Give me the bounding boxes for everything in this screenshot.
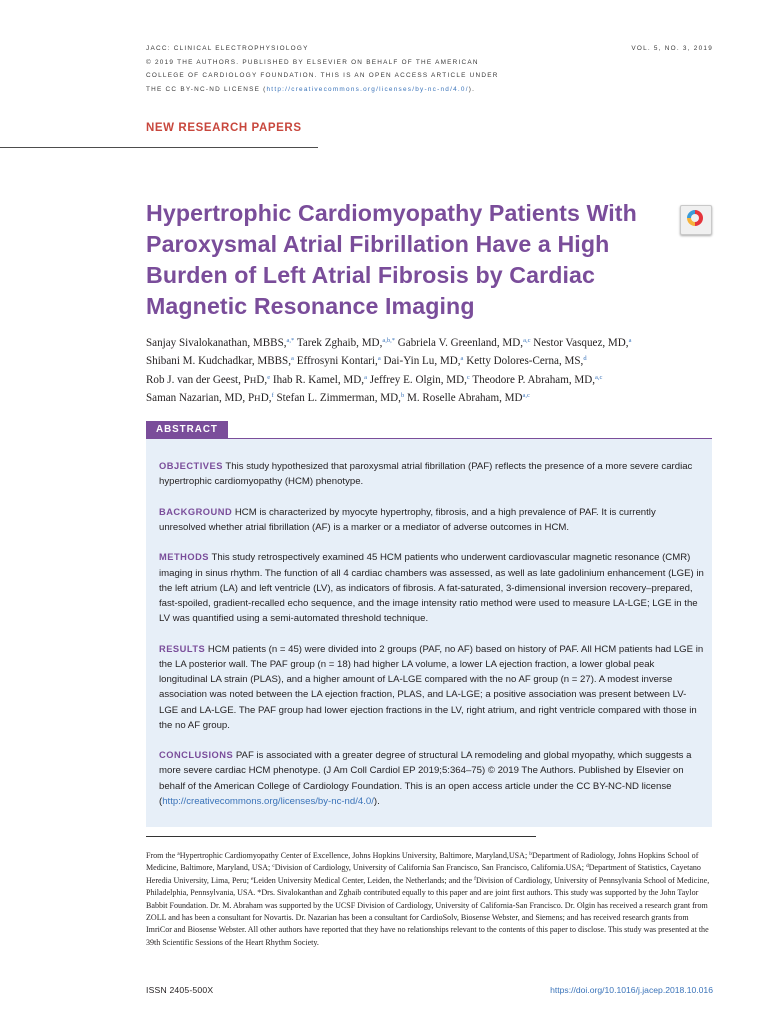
background-label: BACKGROUND <box>159 506 233 517</box>
author[interactable]: Jeffrey E. Olgin, MD,$^c$ <box>369 373 470 386</box>
author[interactable]: Sanjay Sivalokanathan, MBBS,$^{a,*}$ <box>146 337 295 349</box>
background-text: HCM is characterized by myocyte hypertrophy, fibrosis, and a high prevalence of PAF. It is currently unresolved whether atrial fibrillation (AF) is a marker or a mediator of adverse outcomes in HCM. <box>159 506 656 533</box>
footnote-divider <box>146 836 536 837</box>
license-line-1: © 2019 THE AUTHORS. PUBLISHED BY ELSEVIER ON BEHALF OF THE AMERICAN <box>146 58 479 66</box>
author[interactable]: Dai-Yin Lu, MD,$^a$ <box>383 355 464 368</box>
methods-label: METHODS <box>159 552 209 563</box>
license-link[interactable]: http://creativecommons.org/licenses/by-nc-nd/4.0/ <box>266 85 469 93</box>
author[interactable]: M. Roselle Abraham, MD$^{a,c}$ <box>406 391 530 404</box>
methods-text: This study retrospectively examined 45 HCM patients who underwent cardiovascular magnetic resonance (CMR) imaging in sinus rhythm. The function of all 4 cardiac chambers was assessed, as well as late gadolinium enhancement (LGE) in the left atrium (LA) and left ventricle (LV), as indicators of fibrosis. A fat-saturated, 3-dimensional inversion recovery–prepared, fast-spoiled, gradient-recalled echo sequence, and the image intensity ratio method were used to measure LA-LGE; LGE in the LV was quantified using a semi-automated threshold technique. <box>159 552 704 625</box>
article-title: Hypertrophic Cardiomyopathy Patients With Paroxysmal Atrial Fibrillation Have a High Burden of Left Atrial Fibrosis by Cardiac Magnetic Resonance Imaging <box>146 200 637 319</box>
author[interactable]: Stefan L. Zimmerman, MD,$^b$ <box>276 391 405 404</box>
objectives-label: OBJECTIVES <box>159 461 223 471</box>
results-text: HCM patients (n = 45) were divided into 2 groups (PAF, no AF) based on history of PAF. All HCM patients had LGE in the LA posterior wall. The PAF group (n = 18) had higher LA volume, a lower LA ejection fraction, a lower global peak longitudinal LA strain (PLAS), and a higher amount of LA-LGE compared with the no AF group (n = 27). A modest inverse association was noted between the LA ejection fraction, PLAS, and LA-LGE; a positive association was present between LV-LGE and LA-LGE. The PAF group had lower ejection fractions in the LV, right atrium, and right ventricle compared with those in the no AF group. <box>159 643 704 731</box>
volume-info: VOL. 5, NO. 3, 2019 <box>631 45 713 52</box>
author[interactable]: Ihab R. Kamel, MD,$^a$ <box>272 373 367 386</box>
conclusions-label: CONCLUSIONS <box>159 750 234 761</box>
abstract-divider <box>146 438 712 439</box>
affil-d: Department of Statistics, Cayetano Heredia University, Lima, Peru; <box>146 863 701 885</box>
author[interactable]: Tarek Zghaib, MD,$^{a,b,*}$ <box>296 337 395 349</box>
abstract-methods <box>159 550 704 626</box>
abstract-background <box>159 505 704 535</box>
conclusions-text: PAF is associated with a greater degree of structural LA remodeling and global myopathy, which suggests a more severe cardiac HCM phenotype. (J Am Coll Cardiol EP 2019;5:364–75) © 2019 The Authors. Published by Elsevier on behalf of the American College of Cardiology Foundation. This is an open access article under the CC BY-NC-ND license ( <box>159 750 692 807</box>
affil-f: Division of Cardiology, University of Pennsylvania School of Medicine, Philadelphia, Pennsylvania, USA. *Drs. Sivalokanthan and Zghaib contributed equally to this paper and are joint first authors. This study was supported by the John Taylor Babbit Foundation. Dr. M. Abraham was supported by the UCSF Division of Cardiology, University of California-San Francisco. Dr. Olgin has received a research grant from ZOLL and has been a consultant for Novartis. Dr. Nazarian has been a consultant for CardioSolv, Biosense Webster, and Siemens; and has received research grants from ImriCor and Biosense Webster. All other authors have reported that they have no relationships relevant to the contents of this paper to disclose. This study was presented at the 39th Scientific Sessions of the Heart Rhythm Society. <box>146 875 710 947</box>
abstract-conclusions <box>159 748 704 809</box>
doi-link[interactable]: https://doi.org/10.1016/j.jacep.2018.10.016 <box>550 985 713 995</box>
author[interactable]: Saman Nazarian, MD, PHD,$^f$ <box>146 391 274 404</box>
conclusions-suffix: ). <box>373 795 380 807</box>
author[interactable]: Shibani M. Kudchadkar, MBBS,$^a$ <box>146 355 294 368</box>
affil-a: Hypertrophic Cardiomyopathy Center of Excellence, Johns Hopkins University, Baltimore, Maryland,USA; <box>179 851 528 860</box>
author[interactable]: Ketty Dolores-Cerna, MS,$^d$ <box>466 355 587 368</box>
section-label: NEW RESEARCH PAPERS <box>146 122 302 134</box>
affil-lead: From the <box>146 851 176 860</box>
affiliations-footnote: From the $^a$Hypertrophic Cardiomyopathy Center of Excellence, Johns Hopkins University, Baltimore, Maryland,USA; $^b$Department of Radiology, Johns Hopkins School of Medicine, Baltimore, Maryland, USA; $^c$Division of Cardiology, University of California San Francisco, San Francisco, California.USA; $^d$Department of Statistics, Cayetano Heredia University, Lima, Peru; $^e$Leiden University Medical Center, Leiden, the Netherlands; and the $^f$Division of Cardiology, University of Pennsylvania School of Medicine, Philadelphia, Pennsylvania, USA. *Drs. Sivalokanthan and Zghaib contributed equally to this paper and are joint first authors. This study was supported by the John Taylor Babbit Foundation. Dr. M. Abraham was supported by the UCSF Division of Cardiology, University of California-San Francisco. Dr. Olgin has received a research grant from ZOLL and has been a consultant for Novartis. Dr. Nazarian has been a consultant for CardioSolv, Biosense Webster, and Siemens; and has received research grants from ImriCor and Biosense Webster. All other authors have reported that they have no relationships relevant to the contents of this paper to disclose. This study was presented at the 39th Scientific Sessions of the Heart Rhythm Society. <box>146 851 710 947</box>
journal-name: JACC: CLINICAL ELECTROPHYSIOLOGY <box>146 45 309 52</box>
license-suffix: ). <box>468 85 476 93</box>
author[interactable]: Theodore P. Abraham, MD,$^{a,c}$ <box>472 373 603 386</box>
author-list <box>146 334 706 407</box>
section-divider <box>0 147 318 148</box>
issn: ISSN 2405-500X <box>146 985 214 995</box>
author[interactable]: Nestor Vasquez, MD,$^a$ <box>533 337 632 349</box>
affil-e: Leiden University Medical Center, Leiden, the Netherlands; and the <box>253 875 473 885</box>
journal-header <box>146 42 606 96</box>
conclusions-license-link[interactable]: http://creativecommons.org/licenses/by-nc-nd/4.0/ <box>162 795 374 807</box>
license-line-2: COLLEGE OF CARDIOLOGY FOUNDATION. THIS IS AN OPEN ACCESS ARTICLE UNDER <box>146 72 499 79</box>
affil-c: Division of Cardiology, University of California San Francisco, San Francisco, California.USA; <box>274 863 584 873</box>
affil-b: Department of Radiology, Johns Hopkins School of Medicine, Baltimore, Maryland, USA; <box>146 851 699 873</box>
check-for-updates-icon[interactable] <box>680 205 712 235</box>
author[interactable]: Effrosyni Kontari,$^a$ <box>296 355 381 368</box>
abstract-body <box>159 459 704 824</box>
license-prefix: THE CC BY-NC-ND LICENSE ( <box>146 85 267 93</box>
author[interactable]: Rob J. van der Geest, PHD,$^e$ <box>146 373 271 386</box>
abstract-objectives <box>159 459 704 489</box>
results-label: RESULTS <box>159 643 206 654</box>
abstract-results <box>159 642 704 733</box>
abstract-tab: ABSTRACT <box>146 421 228 439</box>
objectives-text: This study hypothesized that paroxysmal atrial fibrillation (PAF) reflects the presence of a more severe cardiac hypertrophic cardiomyopathy (HCM) phenotype. <box>159 461 693 488</box>
author[interactable]: Gabriela V. Greenland, MD,$^{a,c}$ <box>397 337 531 349</box>
license-line-3 <box>146 83 606 97</box>
